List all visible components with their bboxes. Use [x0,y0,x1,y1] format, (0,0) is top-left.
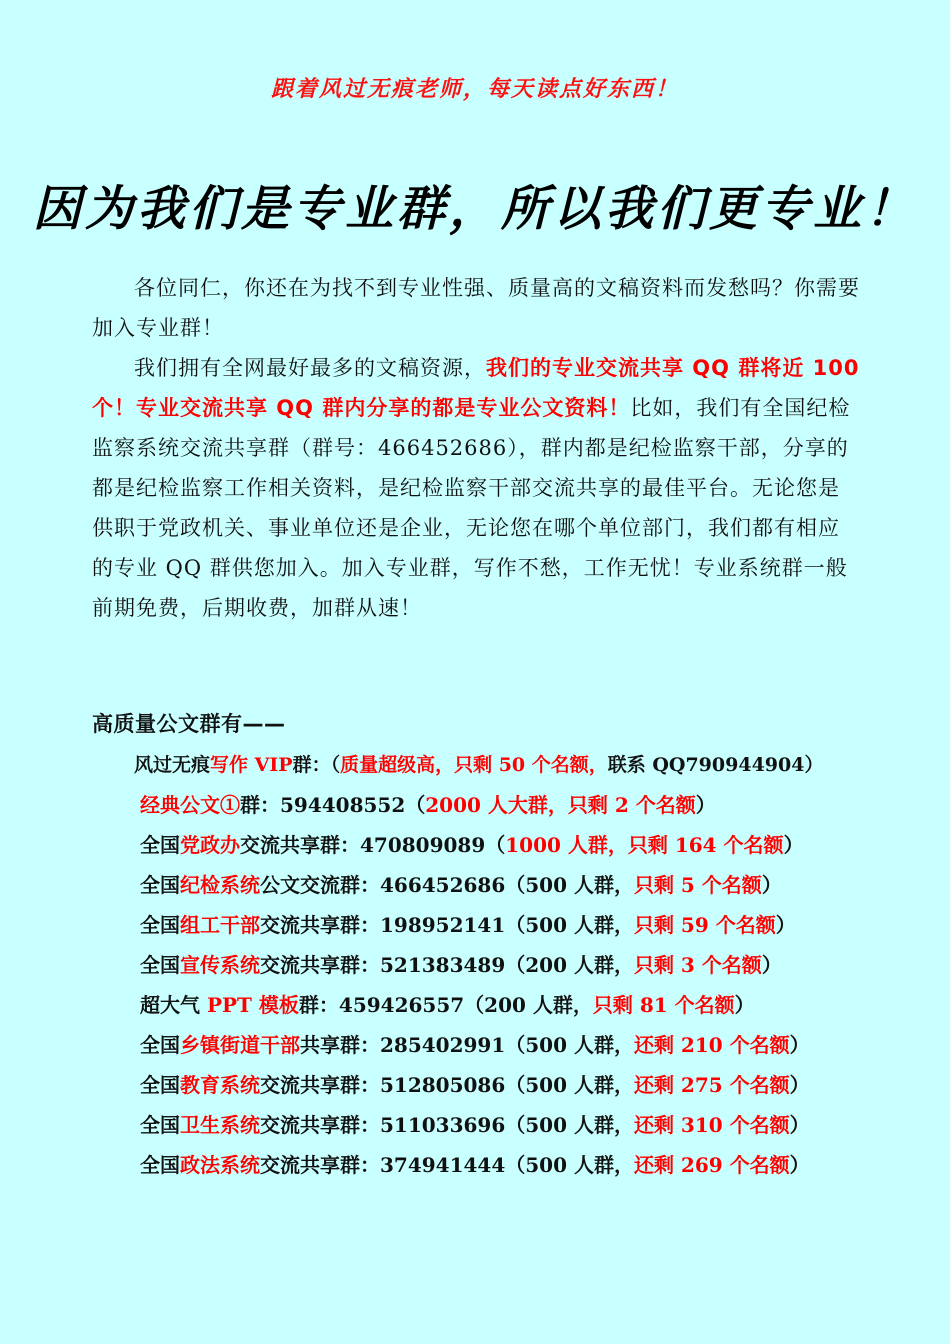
list-item [134,865,874,905]
group-info: 交流共享群：511033696（500 人群， [260,1113,634,1137]
group-quota: 只剩 5 个名额 [633,873,762,897]
list-item [134,1025,874,1065]
group-quota: 只剩 59 个名额 [633,913,776,937]
group-quota: 还剩 275 个名额 [633,1073,790,1097]
intro-paragraph-2 [92,348,860,628]
group-quota: 还剩 310 个名额 [633,1113,790,1137]
group-name: 教育系统 [180,1073,260,1097]
group-tail: ） [783,833,804,857]
group-prefix: 全国 [140,1153,180,1177]
group-quota: 1000 人群，只剩 164 个名额 [505,833,784,857]
group-info: 交流共享群：374941444（500 人群， [260,1153,634,1177]
page-title: 因为我们是专业群，所以我们更专业！ [32,181,917,237]
group-tail: ） [789,1113,810,1137]
group-tail: ） [789,1073,810,1097]
list-item [134,1145,874,1185]
intro-p2-highlight: 我们的专业交流共享 QQ 群将近 100 个！专业交流共享 QQ 群内分享的都是专业公文资料！ [92,356,860,420]
group-tail: ） [734,993,755,1017]
group-prefix: 风过无痕 [134,754,211,776]
group-prefix: 全国 [140,913,180,937]
group-list-heading: 高质量公文群有—— [92,712,286,736]
group-info: 交流共享群：512805086（500 人群， [260,1073,634,1097]
group-info: 交流共享群：198952141（500 人群， [260,913,634,937]
group-name: PPT 模板 [206,993,299,1017]
list-item [134,945,874,985]
group-tail: ） [761,953,782,977]
group-name: 政法系统 [180,1153,260,1177]
group-prefix: 全国 [140,1113,180,1137]
group-prefix: 超大气 [140,993,207,1017]
group-prefix: 全国 [140,1033,180,1057]
group-tail: ） [789,1033,810,1057]
list-item [134,745,874,785]
group-info: 交流共享群：470809089（ [240,833,506,857]
list-item [134,905,874,945]
group-prefix: 全国 [140,873,180,897]
list-item [134,1065,874,1105]
intro-section [92,268,860,628]
intro-paragraph-1: 各位同仁，你还在为找不到专业性强、质量高的文稿资料而发愁吗？你需要加入专业群！ [92,276,860,340]
group-contact: 联系 QQ790944904） [607,754,824,776]
intro-p2-lead: 我们拥有全网最好最多的文稿资源， [134,356,486,380]
group-tail: ） [789,1153,810,1177]
group-quota: 只剩 3 个名额 [633,953,762,977]
group-quota: 质量超级高，只剩 50 个名额， [340,754,608,776]
group-name: 经典公文① [140,793,240,817]
group-info: 交流共享群：521383489（200 人群， [260,953,634,977]
list-item [134,825,874,865]
group-tail: ） [695,793,716,817]
group-quota: 2000 人大群，只剩 2 个名额 [425,793,696,817]
group-prefix: 全国 [140,1073,180,1097]
group-info: 共享群：285402991（500 人群， [300,1033,634,1057]
list-item [134,985,874,1025]
group-name: 纪检系统 [180,873,260,897]
intro-p2-body: 比如，我们有全国纪检监察系统交流共享群（群号：466452686），群内都是纪检监察干部，分享的都是纪检监察工作相关资料，是纪检监察干部交流共享的最佳平台。无论您是供职于党政机关、事业单位还是企业，无论您在哪个单位部门，我们都有相应的专业 QQ 群供您加入。加入专业群，写作不愁，工作无忧！专业系统群一般前期免费，后期收费，加群从速！ [92,396,851,620]
list-item [134,1105,874,1145]
group-name: 党政办 [180,833,240,857]
group-prefix: 全国 [140,953,180,977]
group-quota: 只剩 81 个名额 [592,993,735,1017]
group-name: 卫生系统 [180,1113,260,1137]
group-list [134,745,874,1185]
group-info: 群：594408552（ [240,793,426,817]
group-info: 群：（ [292,754,341,776]
group-info: 群：459426557（200 人群， [298,993,593,1017]
group-quota: 还剩 210 个名额 [633,1033,790,1057]
group-name: 宣传系统 [180,953,260,977]
list-item [134,785,874,825]
group-name: 写作 VIP [210,754,293,776]
header-tagline: 跟着风过无痕老师，每天读点好东西！ [270,76,679,102]
group-name: 乡镇街道干部 [180,1033,300,1057]
group-info: 公文交流群：466452686（500 人群， [260,873,634,897]
group-prefix: 全国 [140,833,180,857]
group-tail: ） [775,913,796,937]
group-tail: ） [761,873,782,897]
group-quota: 还剩 269 个名额 [633,1153,790,1177]
group-name: 组工干部 [180,913,260,937]
